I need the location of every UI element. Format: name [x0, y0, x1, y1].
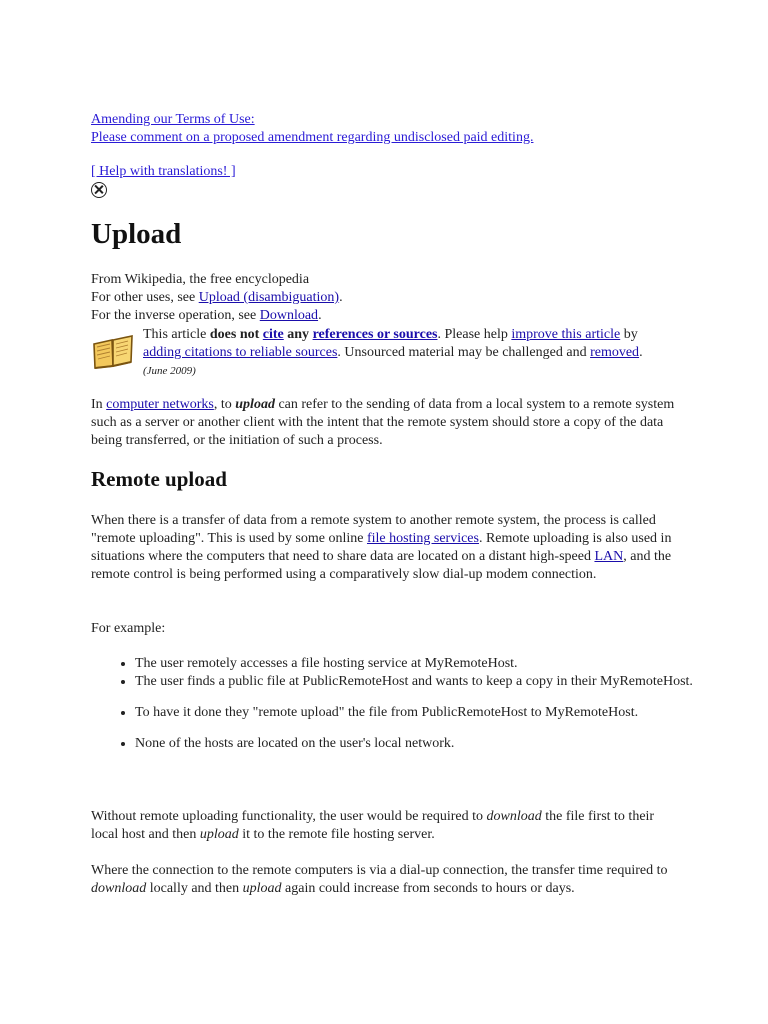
- notice-message: [143, 326, 688, 380]
- notice-text: . Please help: [437, 327, 512, 342]
- page-title: Upload: [91, 218, 182, 250]
- remote-text: , and the remote control is being performed using a comparatively slow dial-up modem connection.: [91, 549, 672, 582]
- terms-of-use-link[interactable]: Amending our Terms of Use:: [91, 112, 255, 127]
- list-item: • The user finds a public file at PublicRemoteHost and wants to keep a copy in their MyRemoteHost.: [135, 673, 695, 691]
- notice-emphasis: does not: [209, 327, 260, 342]
- hatnote-text: .: [318, 308, 322, 323]
- remote-text: . Remote uploading is also used in situations where the computers that need to share data are located on a distant high-speed: [91, 531, 672, 564]
- book-question-icon: [91, 330, 135, 370]
- body-text: it to the remote file hosting server.: [238, 827, 435, 842]
- lan-link[interactable]: LAN: [594, 549, 624, 564]
- dialup-paragraph: [91, 862, 681, 898]
- list-item: • None of the hosts are located on the user's local network.: [135, 735, 695, 753]
- computer-networks-link[interactable]: computer networks: [106, 397, 214, 412]
- hatnote-text: For the inverse operation, see: [91, 308, 260, 323]
- cite-link[interactable]: cite: [262, 327, 284, 342]
- intro-text: In: [91, 397, 107, 412]
- remote-text: When there is a transfer of data from a remote system to another remote system, the process is called "remote uploading". This is used by some online: [91, 513, 656, 546]
- remote-upload-paragraph: [91, 512, 681, 584]
- from-wikipedia-tagline: From Wikipedia, the free encyclopedia: [91, 272, 310, 287]
- download-term: download: [91, 881, 147, 896]
- list-item: • The user remotely accesses a file hosting service at MyRemoteHost.: [135, 655, 695, 673]
- paid-editing-comment-link[interactable]: Please comment on a proposed amendment regarding undisclosed paid editing.: [91, 130, 534, 145]
- improve-article-link[interactable]: improve this article: [511, 327, 621, 342]
- notice-text: This article: [143, 327, 210, 342]
- hatnote-other-uses: [91, 289, 343, 307]
- upload-disambiguation-link[interactable]: Upload (disambiguation): [198, 290, 340, 305]
- list-item: • To have it done they "remote upload" the file from PublicRemoteHost to MyRemoteHost.: [135, 704, 695, 722]
- hatnote-text: .: [339, 290, 343, 305]
- intro-text: can refer to the sending of data from a local system to a remote system such as a server or another client with the intent that the remote system should store a copy of the data being transferred, or the initiation of such a process.: [91, 397, 675, 448]
- intro-paragraph: [91, 396, 681, 450]
- help-translations-link[interactable]: [ Help with translations! ]: [91, 164, 236, 179]
- section-heading-remote-upload: Remote upload: [91, 467, 227, 491]
- body-text: the file first to their local host and then: [91, 809, 655, 842]
- download-term: download: [486, 809, 542, 824]
- download-link[interactable]: Download: [259, 308, 319, 323]
- body-text: locally and then: [146, 881, 243, 896]
- notice-text: .: [639, 345, 643, 360]
- unreferenced-notice: [91, 326, 691, 378]
- hatnote-inverse: [91, 307, 322, 325]
- hatnote-text: For other uses, see: [91, 290, 199, 305]
- intro-text: , to: [213, 397, 236, 412]
- references-sources-link[interactable]: references or sources: [312, 327, 438, 342]
- for-example-label: For example:: [91, 621, 166, 636]
- notice-text: by: [620, 327, 638, 342]
- removed-link[interactable]: removed: [590, 345, 640, 360]
- without-remote-paragraph: [91, 808, 681, 844]
- notice-date: (June 2009): [143, 365, 196, 377]
- body-text: Where the connection to the remote computers is via a dial-up connection, the transfer time required to: [91, 863, 668, 878]
- upload-term: upload: [235, 397, 275, 412]
- body-text: Without remote uploading functionality, the user would be required to: [91, 809, 487, 824]
- notice-emphasis: any: [283, 327, 313, 342]
- file-hosting-services-link[interactable]: file hosting services: [366, 531, 479, 546]
- upload-term: upload: [199, 827, 239, 842]
- body-text: again could increase from seconds to hours or days.: [281, 881, 575, 896]
- notice-text: . Unsourced material may be challenged and: [337, 345, 591, 360]
- example-list: [91, 655, 695, 753]
- dismiss-notice-close-icon[interactable]: [91, 182, 107, 198]
- upload-term: upload: [242, 881, 282, 896]
- adding-citations-link[interactable]: adding citations to reliable sources: [143, 345, 338, 360]
